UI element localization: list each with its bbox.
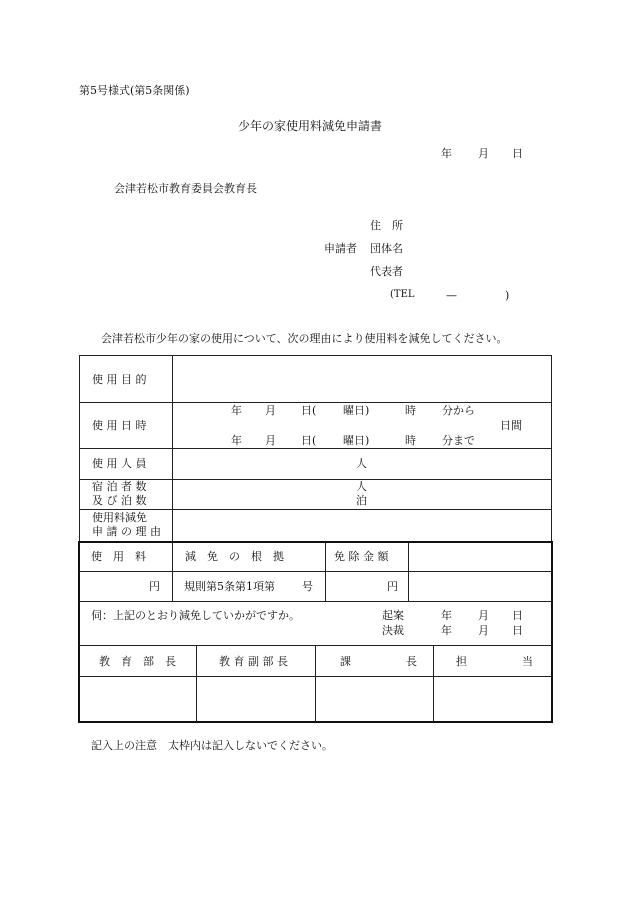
draft-year: 年 <box>441 609 452 622</box>
tel-label: (TEL <box>390 289 415 300</box>
applicant-label: 申請者 <box>324 242 357 255</box>
decision-day: 日 <box>512 624 523 637</box>
dt-to-day: 日( <box>301 434 317 447</box>
dt-to-weekday: 曜日) <box>343 434 370 447</box>
row-label-people: 使 用 人 員 <box>92 457 147 470</box>
address-label: 住 所 <box>370 219 403 232</box>
draft-day: 日 <box>512 609 523 622</box>
row-line <box>79 448 552 449</box>
dt-from-year: 年 <box>231 404 242 417</box>
col-line <box>408 542 409 601</box>
date-year: 年 <box>441 147 452 160</box>
approver-staff: 担 当 <box>456 655 533 668</box>
col-line <box>196 645 197 722</box>
page-title: 少年の家使用料減免申請書 <box>238 119 383 133</box>
rule-go: 号 <box>302 580 313 593</box>
approver-section-chief: 課 長 <box>340 655 417 668</box>
row-line <box>79 402 552 403</box>
dt-to-minute: 分まで <box>442 434 475 447</box>
dt-to-year: 年 <box>231 434 242 447</box>
basis-header: 減 免 の 根 拠 <box>185 550 284 563</box>
fee-yen: 円 <box>149 580 160 593</box>
col-line <box>315 645 316 722</box>
dt-to-hour: 時 <box>405 434 416 447</box>
tel-dash: — <box>446 289 457 302</box>
row-line <box>79 601 552 602</box>
row-label-reason2: 申 請 の 理 由 <box>92 525 161 538</box>
addressee: 会津若松市教育委員会教育長 <box>114 182 257 195</box>
row-label-stay2: 及 び 泊 数 <box>92 494 147 507</box>
dt-from-day: 日( <box>301 404 317 417</box>
col-line <box>433 645 434 722</box>
col-line <box>172 542 173 601</box>
row-label-reason1: 使用料減免 <box>92 511 147 524</box>
dt-from-weekday: 曜日) <box>343 404 370 417</box>
row-label-purpose: 使 用 目 的 <box>92 373 147 386</box>
decision-year: 年 <box>441 624 452 637</box>
group-label: 団体名 <box>370 242 403 255</box>
dt-from-month: 月 <box>265 404 276 417</box>
row-line <box>79 571 552 572</box>
intro-text: 会津若松市少年の家の使用について、次の理由により使用料を減免してください。 <box>101 332 508 345</box>
fee-header: 使 用 料 <box>91 550 146 563</box>
dt-duration: 日間 <box>500 419 522 432</box>
draft-month: 月 <box>478 609 489 622</box>
draft-label: 起案 <box>382 609 404 622</box>
decision-label: 決裁 <box>382 624 404 637</box>
representative-label: 代表者 <box>370 265 403 278</box>
inquiry-text: 伺：上記のとおり減免していかがですか。 <box>91 609 300 622</box>
row-line <box>79 509 552 510</box>
approver-education-director: 教 育 部 長 <box>99 655 176 668</box>
row-line <box>79 479 552 480</box>
dt-to-month: 月 <box>265 434 276 447</box>
approver-deputy-director: 教 育 副 部 長 <box>219 655 288 668</box>
tel-close: ) <box>505 289 510 302</box>
dt-from-hour: 時 <box>405 404 416 417</box>
row-label-stay1: 宿 泊 者 数 <box>92 480 147 493</box>
rule-reference: 規則第5条第1項第 <box>184 580 275 593</box>
stay-people-unit: 人 <box>356 480 367 493</box>
stay-nights-unit: 泊 <box>356 494 367 507</box>
col-line <box>325 542 326 601</box>
people-unit: 人 <box>356 457 367 470</box>
date-day: 日 <box>512 147 523 160</box>
amount-yen: 円 <box>387 580 398 593</box>
date-month: 月 <box>478 147 489 160</box>
form-number: 第5号様式(第5条関係) <box>79 84 190 97</box>
row-label-datetime: 使 用 日 時 <box>92 419 147 432</box>
decision-month: 月 <box>478 624 489 637</box>
dt-from-minute: 分から <box>442 404 475 417</box>
amount-header: 免 除 金 額 <box>334 550 389 563</box>
entry-note: 記入上の注意 太枠内は記入しないでください。 <box>91 739 333 752</box>
